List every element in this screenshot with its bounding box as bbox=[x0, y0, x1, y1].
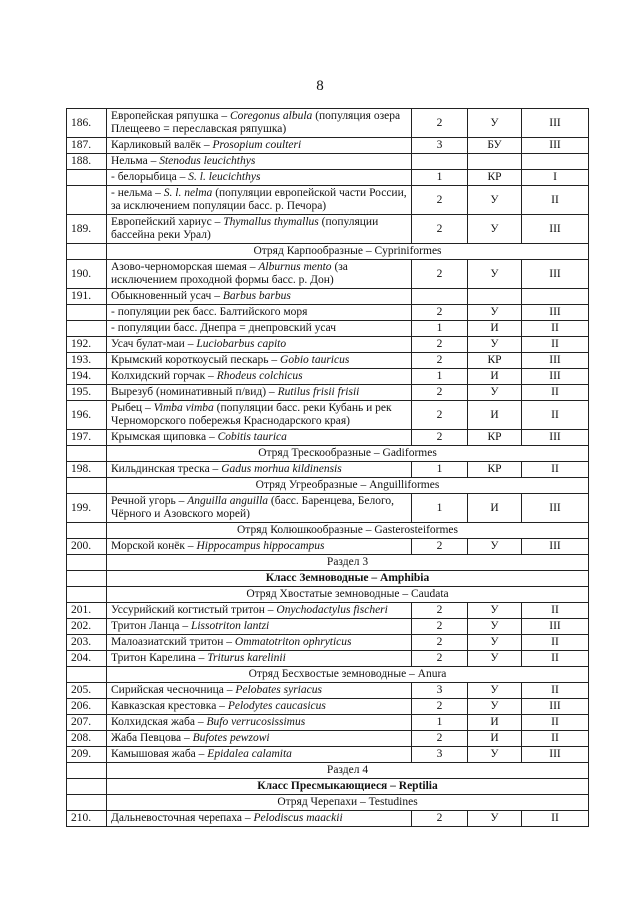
category-cell: 2 bbox=[412, 385, 468, 401]
species-latin-name: Pelodiscus maackii bbox=[253, 812, 343, 824]
table-row bbox=[67, 337, 589, 353]
species-name bbox=[107, 215, 412, 244]
status-cell: И bbox=[468, 369, 522, 385]
table-row bbox=[67, 539, 589, 555]
species-common-name: Усач булат-маи – bbox=[111, 338, 197, 350]
species-common-name: Тритон Карелина – bbox=[111, 652, 208, 664]
table-row bbox=[67, 683, 589, 699]
category-cell: 2 bbox=[412, 731, 468, 747]
species-name bbox=[107, 109, 412, 138]
priority-cell: III bbox=[522, 619, 589, 635]
row-number: 193. bbox=[67, 353, 107, 369]
priority-cell: II bbox=[522, 321, 589, 337]
species-latin-name: Bufo verrucosissimus bbox=[206, 716, 306, 728]
category-cell: 3 bbox=[412, 747, 468, 763]
row-number: 202. bbox=[67, 619, 107, 635]
section-header-row bbox=[67, 555, 589, 571]
status-cell: У bbox=[468, 619, 522, 635]
status-cell: У bbox=[468, 305, 522, 321]
category-cell: 2 bbox=[412, 305, 468, 321]
priority-cell: II bbox=[522, 337, 589, 353]
species-common-name: Тритон Ланца – bbox=[111, 620, 191, 632]
section-header-row bbox=[67, 779, 589, 795]
species-name bbox=[107, 138, 412, 154]
species-latin-name: Prosopium coulteri bbox=[212, 139, 302, 151]
species-table-body bbox=[67, 109, 589, 827]
species-latin-name: Gobio tauricus bbox=[280, 354, 350, 366]
species-name bbox=[107, 747, 412, 763]
category-cell: 2 bbox=[412, 651, 468, 667]
priority-cell: II bbox=[522, 683, 589, 699]
table-row bbox=[67, 699, 589, 715]
status-cell: У bbox=[468, 811, 522, 827]
status-cell: У bbox=[468, 747, 522, 763]
species-common-name: Малоазиатский тритон – bbox=[111, 636, 235, 648]
table-row bbox=[67, 731, 589, 747]
species-note: (популяция озера Плещеево = переславская ряпушка) bbox=[111, 110, 401, 135]
row-number: 197. bbox=[67, 430, 107, 446]
species-common-name: - белорыбица – bbox=[111, 171, 189, 183]
section-header: Раздел 4 bbox=[107, 763, 589, 779]
row-number-cell bbox=[67, 795, 107, 811]
status-cell: У bbox=[468, 683, 522, 699]
priority-cell: III bbox=[522, 260, 589, 289]
section-header-row bbox=[67, 446, 589, 462]
species-common-name: Сирийская чесночница – bbox=[111, 684, 236, 696]
species-name bbox=[107, 494, 412, 523]
status-cell: У bbox=[468, 186, 522, 215]
species-latin-name: Rhodeus colchicus bbox=[216, 370, 303, 382]
section-header: Класс Земноводные – Amphibia bbox=[107, 571, 589, 587]
species-common-name: Европейский хариус – bbox=[111, 216, 224, 228]
status-cell: У bbox=[468, 260, 522, 289]
row-number: 209. bbox=[67, 747, 107, 763]
priority-cell: III bbox=[522, 494, 589, 523]
row-number-cell bbox=[67, 587, 107, 603]
priority-cell: II bbox=[522, 731, 589, 747]
section-header-row bbox=[67, 571, 589, 587]
species-common-name: - популяции рек басс. Балтийского моря bbox=[111, 306, 308, 318]
section-header: Отряд Черепахи – Testudines bbox=[107, 795, 589, 811]
category-cell: 2 bbox=[412, 215, 468, 244]
row-number: 200. bbox=[67, 539, 107, 555]
status-cell: У bbox=[468, 635, 522, 651]
row-number: 190. bbox=[67, 260, 107, 289]
priority-cell: II bbox=[522, 635, 589, 651]
species-name bbox=[107, 539, 412, 555]
species-common-name: - нельма – bbox=[111, 187, 164, 199]
row-number: 186. bbox=[67, 109, 107, 138]
row-number: 207. bbox=[67, 715, 107, 731]
species-note: (популяции бассейна реки Урал) bbox=[111, 216, 379, 241]
species-table bbox=[66, 108, 589, 827]
category-cell: 2 bbox=[412, 109, 468, 138]
section-header-row bbox=[67, 244, 589, 260]
species-latin-name: Cobitis taurica bbox=[217, 431, 287, 443]
table-row bbox=[67, 260, 589, 289]
species-common-name: Нельма – bbox=[111, 155, 160, 167]
species-name bbox=[107, 154, 412, 170]
species-latin-name: Pelodytes caucasicus bbox=[227, 700, 326, 712]
category-cell: 1 bbox=[412, 369, 468, 385]
table-row bbox=[67, 353, 589, 369]
species-latin-name: S. l. leucichthys bbox=[188, 171, 261, 183]
species-name bbox=[107, 353, 412, 369]
status-cell: И bbox=[468, 494, 522, 523]
row-number-cell bbox=[67, 244, 107, 260]
table-row bbox=[67, 215, 589, 244]
priority-cell: II bbox=[522, 715, 589, 731]
species-latin-name: Bufotes pewzowi bbox=[192, 732, 270, 744]
status-cell: У bbox=[468, 215, 522, 244]
table-row bbox=[67, 715, 589, 731]
status-cell: И bbox=[468, 401, 522, 430]
category-cell: 3 bbox=[412, 138, 468, 154]
species-name bbox=[107, 603, 412, 619]
species-name bbox=[107, 289, 412, 305]
species-name bbox=[107, 683, 412, 699]
section-header-row bbox=[67, 763, 589, 779]
category-cell: 1 bbox=[412, 715, 468, 731]
species-common-name: Рыбец – bbox=[111, 402, 154, 414]
status-cell: У bbox=[468, 603, 522, 619]
section-header: Отряд Трескообразные – Gadiformes bbox=[107, 446, 589, 462]
section-header: Раздел 3 bbox=[107, 555, 589, 571]
table-row bbox=[67, 289, 589, 305]
species-latin-name: Anguilla anguilla bbox=[187, 495, 269, 507]
row-number: 204. bbox=[67, 651, 107, 667]
row-number: 205. bbox=[67, 683, 107, 699]
status-cell: У bbox=[468, 109, 522, 138]
category-cell: 2 bbox=[412, 260, 468, 289]
category-cell: 1 bbox=[412, 170, 468, 186]
species-common-name: Вырезуб (номинативный п/вид) – bbox=[111, 386, 278, 398]
category-cell bbox=[412, 289, 468, 305]
category-cell: 1 bbox=[412, 462, 468, 478]
priority-cell: II bbox=[522, 603, 589, 619]
status-cell: КР bbox=[468, 462, 522, 478]
category-cell: 2 bbox=[412, 811, 468, 827]
status-cell: И bbox=[468, 321, 522, 337]
species-common-name: Колхидская жаба – bbox=[111, 716, 207, 728]
table-row bbox=[67, 811, 589, 827]
species-note: (популяции европейской части России, за исключением популяции басс. р. Печора) bbox=[111, 187, 407, 212]
species-name bbox=[107, 401, 412, 430]
table-row bbox=[67, 369, 589, 385]
species-name bbox=[107, 651, 412, 667]
row-number: 210. bbox=[67, 811, 107, 827]
row-number: 196. bbox=[67, 401, 107, 430]
section-header: Отряд Карпообразные – Cypriniformes bbox=[107, 244, 589, 260]
row-number-cell bbox=[67, 779, 107, 795]
priority-cell: II bbox=[522, 186, 589, 215]
status-cell bbox=[468, 154, 522, 170]
row-number: 192. bbox=[67, 337, 107, 353]
row-number bbox=[67, 170, 107, 186]
species-latin-name: Alburnus mento bbox=[258, 261, 332, 273]
species-common-name: Уссурийский когтистый тритон – bbox=[111, 604, 277, 616]
table-row bbox=[67, 154, 589, 170]
row-number: 191. bbox=[67, 289, 107, 305]
section-header: Класс Пресмыкающиеся – Reptilia bbox=[107, 779, 589, 795]
row-number bbox=[67, 305, 107, 321]
category-cell: 2 bbox=[412, 619, 468, 635]
row-number-cell bbox=[67, 478, 107, 494]
row-number: 208. bbox=[67, 731, 107, 747]
species-common-name: Обыкновенный усач – bbox=[111, 290, 223, 302]
row-number: 195. bbox=[67, 385, 107, 401]
priority-cell: III bbox=[522, 369, 589, 385]
row-number: 198. bbox=[67, 462, 107, 478]
category-cell: 2 bbox=[412, 430, 468, 446]
status-cell: У bbox=[468, 539, 522, 555]
species-note: (за исключением проходной формы басс. р. Дон) bbox=[111, 261, 348, 286]
priority-cell: I bbox=[522, 170, 589, 186]
species-common-name: Речной угорь – bbox=[111, 495, 188, 507]
species-name bbox=[107, 731, 412, 747]
status-cell: БУ bbox=[468, 138, 522, 154]
section-header: Отряд Угреобразные – Anguilliformes bbox=[107, 478, 589, 494]
priority-cell: III bbox=[522, 305, 589, 321]
species-latin-name: S. l. nelma bbox=[163, 187, 213, 199]
category-cell: 3 bbox=[412, 683, 468, 699]
species-note: (популяции басс. реки Кубань и рек Черноморского побережья Краснодарского края) bbox=[111, 402, 392, 427]
status-cell: У bbox=[468, 699, 522, 715]
species-common-name: Азово-черноморская шемая – bbox=[111, 261, 259, 273]
row-number: 199. bbox=[67, 494, 107, 523]
section-header-row bbox=[67, 795, 589, 811]
section-header: Отряд Бесхвостые земноводные – Anura bbox=[107, 667, 589, 683]
row-number: 201. bbox=[67, 603, 107, 619]
table-row bbox=[67, 170, 589, 186]
species-latin-name: Pelobates syriacus bbox=[235, 684, 322, 696]
species-common-name: Крымский короткоусый пескарь – bbox=[111, 354, 281, 366]
row-number bbox=[67, 186, 107, 215]
status-cell: КР bbox=[468, 170, 522, 186]
species-latin-name: Vimba vimba bbox=[153, 402, 214, 414]
species-common-name: Крымская щиповка – bbox=[111, 431, 218, 443]
species-latin-name: Triturus karelinii bbox=[207, 652, 286, 664]
table-row bbox=[67, 603, 589, 619]
table-row bbox=[67, 321, 589, 337]
species-common-name: - популяции басс. Днепра = днепровский усач bbox=[111, 322, 337, 334]
species-common-name: Камышовая жаба – bbox=[111, 748, 208, 760]
species-name bbox=[107, 305, 412, 321]
section-header-row bbox=[67, 478, 589, 494]
species-name bbox=[107, 337, 412, 353]
species-latin-name: Lissotriton lantzi bbox=[190, 620, 270, 632]
species-common-name: Колхидский горчак – bbox=[111, 370, 217, 382]
species-name bbox=[107, 369, 412, 385]
row-number: 189. bbox=[67, 215, 107, 244]
row-number-cell bbox=[67, 763, 107, 779]
species-latin-name: Hippocampus hippocampus bbox=[196, 540, 325, 552]
row-number-cell bbox=[67, 523, 107, 539]
species-name bbox=[107, 186, 412, 215]
species-name bbox=[107, 715, 412, 731]
category-cell bbox=[412, 154, 468, 170]
priority-cell: II bbox=[522, 462, 589, 478]
table-row bbox=[67, 747, 589, 763]
row-number: 206. bbox=[67, 699, 107, 715]
section-header-row bbox=[67, 587, 589, 603]
priority-cell: III bbox=[522, 747, 589, 763]
species-latin-name: Epidalea calamita bbox=[207, 748, 292, 760]
species-common-name: Кавказская крестовка – bbox=[111, 700, 228, 712]
species-name bbox=[107, 811, 412, 827]
status-cell: У bbox=[468, 651, 522, 667]
row-number-cell bbox=[67, 667, 107, 683]
category-cell: 2 bbox=[412, 337, 468, 353]
row-number: 203. bbox=[67, 635, 107, 651]
species-latin-name: Thymallus thymallus bbox=[223, 216, 319, 228]
status-cell bbox=[468, 289, 522, 305]
category-cell: 2 bbox=[412, 353, 468, 369]
species-name bbox=[107, 385, 412, 401]
status-cell: И bbox=[468, 715, 522, 731]
category-cell: 1 bbox=[412, 494, 468, 523]
species-common-name: Жаба Певцова – bbox=[111, 732, 193, 744]
species-common-name: Морской конёк – bbox=[111, 540, 197, 552]
priority-cell: III bbox=[522, 138, 589, 154]
category-cell: 2 bbox=[412, 539, 468, 555]
category-cell: 2 bbox=[412, 401, 468, 430]
category-cell: 2 bbox=[412, 699, 468, 715]
row-number: 194. bbox=[67, 369, 107, 385]
table-row bbox=[67, 401, 589, 430]
status-cell: И bbox=[468, 731, 522, 747]
priority-cell: III bbox=[522, 109, 589, 138]
species-latin-name: Ommatotriton ophryticus bbox=[234, 636, 352, 648]
species-latin-name: Stenodus leucichthys bbox=[159, 155, 256, 167]
table-row bbox=[67, 430, 589, 446]
species-latin-name: Gadus morhua kildinensis bbox=[221, 463, 342, 475]
priority-cell: II bbox=[522, 811, 589, 827]
status-cell: КР bbox=[468, 430, 522, 446]
species-latin-name: Coregonus albula bbox=[229, 110, 313, 122]
species-latin-name: Barbus barbus bbox=[222, 290, 291, 302]
category-cell: 2 bbox=[412, 603, 468, 619]
table-row bbox=[67, 462, 589, 478]
priority-cell: II bbox=[522, 651, 589, 667]
section-header: Отряд Хвостатые земноводные – Caudata bbox=[107, 587, 589, 603]
row-number bbox=[67, 321, 107, 337]
table-row bbox=[67, 385, 589, 401]
species-latin-name: Onychodactylus fischeri bbox=[276, 604, 388, 616]
priority-cell: III bbox=[522, 430, 589, 446]
table-row bbox=[67, 186, 589, 215]
page-number: 8 bbox=[316, 78, 324, 94]
row-number: 187. bbox=[67, 138, 107, 154]
species-name bbox=[107, 619, 412, 635]
row-number-cell bbox=[67, 571, 107, 587]
table-row bbox=[67, 138, 589, 154]
priority-cell: II bbox=[522, 385, 589, 401]
species-latin-name: Luciobarbus capito bbox=[196, 338, 287, 350]
table-row bbox=[67, 494, 589, 523]
category-cell: 2 bbox=[412, 186, 468, 215]
species-common-name: Европейская ряпушка – bbox=[111, 110, 230, 122]
status-cell: У bbox=[468, 337, 522, 353]
species-note: (басс. Баренцева, Белого, Чёрного и Азовского морей) bbox=[111, 495, 395, 520]
species-latin-name: Rutilus frisii frisii bbox=[277, 386, 360, 398]
priority-cell: III bbox=[522, 215, 589, 244]
table-row bbox=[67, 651, 589, 667]
species-name bbox=[107, 462, 412, 478]
priority-cell: III bbox=[522, 353, 589, 369]
category-cell: 2 bbox=[412, 635, 468, 651]
species-common-name: Кильдинская треска – bbox=[111, 463, 222, 475]
category-cell: 1 bbox=[412, 321, 468, 337]
species-name bbox=[107, 635, 412, 651]
section-header-row bbox=[67, 667, 589, 683]
species-name bbox=[107, 430, 412, 446]
species-name bbox=[107, 699, 412, 715]
table-row bbox=[67, 635, 589, 651]
species-name bbox=[107, 260, 412, 289]
species-common-name: Карликовый валёк – bbox=[111, 139, 213, 151]
priority-cell bbox=[522, 154, 589, 170]
priority-cell: III bbox=[522, 699, 589, 715]
species-common-name: Дальневосточная черепаха – bbox=[111, 812, 254, 824]
species-name bbox=[107, 170, 412, 186]
table-row bbox=[67, 619, 589, 635]
status-cell: КР bbox=[468, 353, 522, 369]
status-cell: У bbox=[468, 385, 522, 401]
species-name bbox=[107, 321, 412, 337]
priority-cell: II bbox=[522, 401, 589, 430]
table-row bbox=[67, 109, 589, 138]
row-number-cell bbox=[67, 446, 107, 462]
priority-cell: III bbox=[522, 539, 589, 555]
priority-cell bbox=[522, 289, 589, 305]
section-header-row bbox=[67, 523, 589, 539]
section-header: Отряд Колюшкообразные – Gasterosteiformes bbox=[107, 523, 589, 539]
row-number-cell bbox=[67, 555, 107, 571]
table-row bbox=[67, 305, 589, 321]
row-number: 188. bbox=[67, 154, 107, 170]
